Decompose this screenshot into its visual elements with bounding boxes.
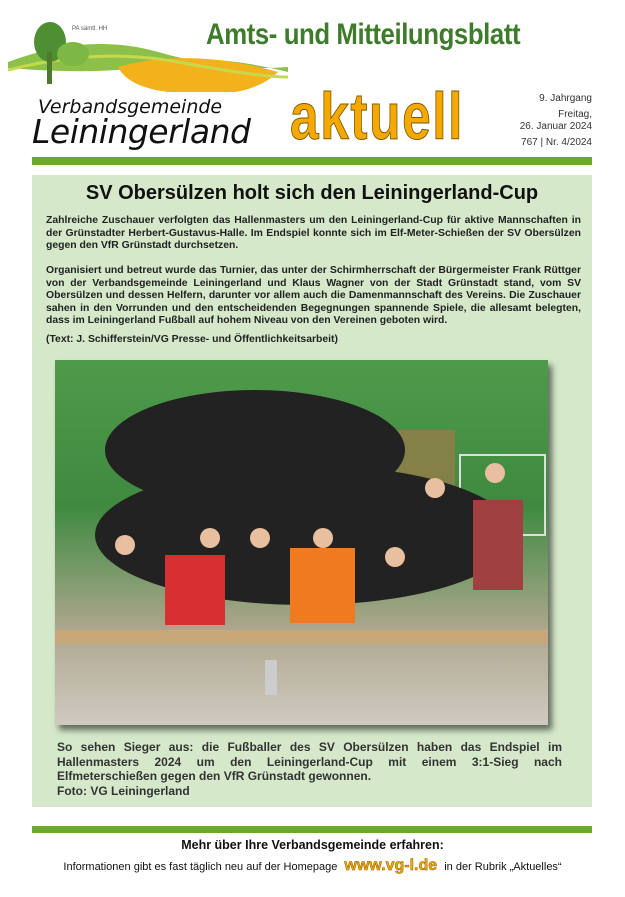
article-paragraph-2: Organisiert und betreut wurde das Turnier, das unter der Schirmherrschaft der Bürgermeister Frank Rüttger von der Verbandsgemeinde Leiningerland und Klaus Wagner von der Stadt Grünstadt stand, vom SV Obersülzen und dessen Helfern, darunter vor allem auch die Damenmannschaft des Vereins. Die Zuschauer sahen in den Vorrunden und den entscheidenden Begegnungen spannende Spiele, die allesamt belegten, dass im Leiningerland Fußball auf hohem Niveau von den Vereinen geboten wird. xyxy=(46,265,581,327)
website-link[interactable]: www.vg-l.de xyxy=(344,857,438,874)
issue-date: 26. Januar 2024 xyxy=(519,121,592,132)
logo-note: PA sämtl. HH xyxy=(72,26,108,32)
article-credit: (Text: J. Schifferstein/VG Presse- und Öffentlichkeitsarbeit) xyxy=(46,334,338,345)
issue-number: 767 | Nr. 4/2024 xyxy=(521,137,592,148)
divider-bar xyxy=(32,826,592,833)
team-photo xyxy=(55,360,548,725)
footer-text-before: Informationen gibt es fast täglich neu auf der Homepage xyxy=(63,861,338,873)
photo-credit: Foto: VG Leiningerland xyxy=(57,784,190,798)
masthead-title: Amts- und Mitteilungsblatt xyxy=(206,18,521,51)
footer-text-after: in der Rubrik „Aktuelles“ xyxy=(444,861,562,873)
divider-bar xyxy=(32,157,592,165)
footer-heading: Mehr über Ihre Verbandsgemeinde erfahren: xyxy=(181,838,444,852)
photo-caption: So sehen Sieger aus: die Fußballer des SV Obersülzen haben das Endspiel im Hallenmasters 2024 um den Leiningerland-Cup mit einem 3:1-Sieg nach Elfmeterschießen gegen den VfR Grünstadt gewonnen. xyxy=(57,740,562,783)
article-headline: SV Obersülzen holt sich den Leiningerland-Cup xyxy=(85,182,539,204)
volume: 9. Jahrgang xyxy=(539,93,592,104)
org-name-line1: Verbandsgemeinde xyxy=(38,96,223,118)
weekday: Freitag, xyxy=(558,109,592,120)
org-name-line2: Leiningerland xyxy=(32,112,251,151)
brand-aktuell: aktuell xyxy=(290,79,465,153)
footer-info xyxy=(0,857,625,875)
article-paragraph-1: Zahlreiche Zuschauer verfolgten das Hallenmasters um den Leiningerland-Cup für aktive Mannschaften in der Grünstadter Herbert-Gustavus-Halle. Im Endspiel konnte sich im Elf-Meter-Schießen der SV Obersülzen gegen den VfR Grünstadt durchsetzen. xyxy=(46,215,581,252)
